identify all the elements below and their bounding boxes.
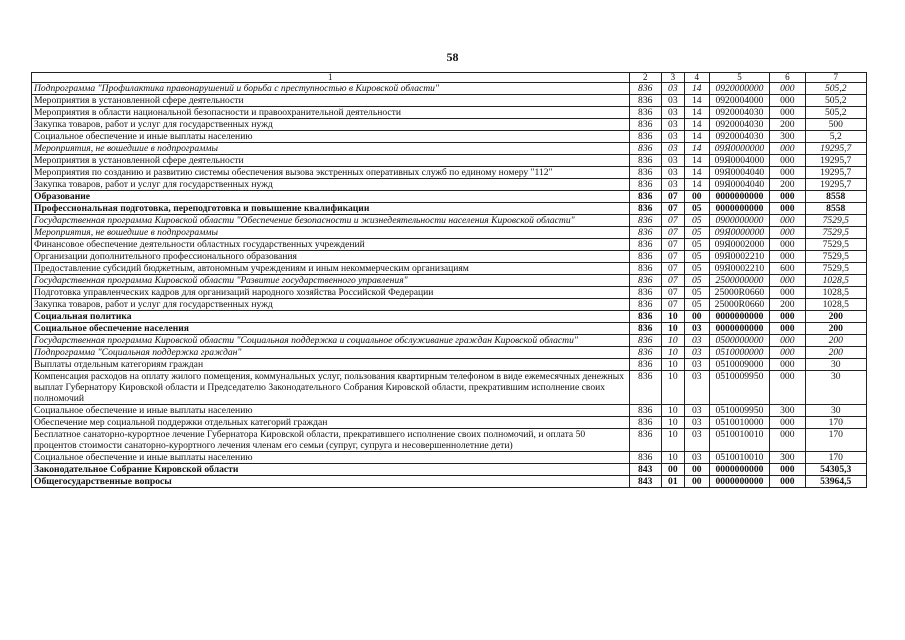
row-amount-cell: 200	[805, 311, 866, 323]
row-subsection-cell: 03	[684, 417, 709, 429]
table-row	[32, 131, 867, 143]
table-row	[32, 215, 867, 227]
row-expense-type-cell: 200	[770, 299, 805, 311]
row-name-cell: Мероприятия, не вошедшие в подпрограммы	[32, 227, 630, 239]
row-name-cell: Мероприятия в установленной сфере деятельности	[32, 155, 630, 167]
row-grbs-cell: 836	[629, 323, 661, 335]
table-row	[32, 335, 867, 347]
row-subsection-cell: 00	[684, 464, 709, 476]
row-amount-cell: 53964,5	[805, 476, 866, 488]
row-grbs-cell: 836	[629, 371, 661, 405]
row-expense-type-cell: 300	[770, 452, 805, 464]
row-amount-cell: 7529,5	[805, 215, 866, 227]
table-row	[32, 119, 867, 131]
row-section-cell: 10	[661, 452, 684, 464]
row-amount-cell: 8558	[805, 191, 866, 203]
table-row	[32, 179, 867, 191]
row-expense-type-cell: 300	[770, 405, 805, 417]
row-target-article-cell: 2500000000	[709, 275, 769, 287]
row-subsection-cell: 14	[684, 143, 709, 155]
row-section-cell: 07	[661, 227, 684, 239]
row-expense-type-cell: 000	[770, 464, 805, 476]
row-expense-type-cell: 600	[770, 263, 805, 275]
row-section-cell: 10	[661, 311, 684, 323]
row-target-article-cell: 0500000000	[709, 335, 769, 347]
row-target-article-cell: 09Я0002210	[709, 263, 769, 275]
row-subsection-cell: 03	[684, 323, 709, 335]
row-section-cell: 03	[661, 83, 684, 95]
row-subsection-cell: 00	[684, 191, 709, 203]
row-name-cell: Мероприятия по созданию и развитию системы обеспечения вызова экстренных оперативных служб по единому номеру "112"	[32, 167, 630, 179]
row-amount-cell: 19295,7	[805, 143, 866, 155]
row-grbs-cell: 836	[629, 179, 661, 191]
row-target-article-cell: 09Я0004000	[709, 155, 769, 167]
row-expense-type-cell: 000	[770, 239, 805, 251]
row-expense-type-cell: 000	[770, 359, 805, 371]
table-row	[32, 203, 867, 215]
row-target-article-cell: 09Я0000000	[709, 143, 769, 155]
row-amount-cell: 19295,7	[805, 155, 866, 167]
table-row	[32, 311, 867, 323]
row-amount-cell: 30	[805, 405, 866, 417]
column-header: 2	[629, 73, 661, 83]
row-grbs-cell: 836	[629, 311, 661, 323]
row-expense-type-cell: 000	[770, 215, 805, 227]
row-section-cell: 10	[661, 417, 684, 429]
row-name-cell: Государственная программа Кировской области "Обеспечение безопасности и жизнедеятельности населения Кировской области"	[32, 215, 630, 227]
row-grbs-cell: 836	[629, 359, 661, 371]
row-grbs-cell: 836	[629, 167, 661, 179]
row-amount-cell: 30	[805, 359, 866, 371]
row-section-cell: 10	[661, 359, 684, 371]
row-name-cell: Государственная программа Кировской области "Развитие государственного управления"	[32, 275, 630, 287]
row-expense-type-cell: 000	[770, 335, 805, 347]
table-row	[32, 371, 867, 405]
row-subsection-cell: 05	[684, 287, 709, 299]
row-target-article-cell: 0510010010	[709, 429, 769, 452]
row-name-cell: Закупка товаров, работ и услуг для государственных нужд	[32, 119, 630, 131]
row-target-article-cell: 0920004000	[709, 95, 769, 107]
row-target-article-cell: 09Я0000000	[709, 227, 769, 239]
row-expense-type-cell: 000	[770, 311, 805, 323]
row-grbs-cell: 843	[629, 476, 661, 488]
row-subsection-cell: 03	[684, 405, 709, 417]
column-header: 5	[709, 73, 769, 83]
table-row	[32, 95, 867, 107]
row-expense-type-cell: 300	[770, 131, 805, 143]
row-expense-type-cell: 000	[770, 143, 805, 155]
row-target-article-cell: 0920000000	[709, 83, 769, 95]
row-section-cell: 07	[661, 299, 684, 311]
row-expense-type-cell: 000	[770, 95, 805, 107]
row-name-cell: Мероприятия, не вошедшие в подпрограммы	[32, 143, 630, 155]
table-row	[32, 263, 867, 275]
table-row	[32, 251, 867, 263]
row-subsection-cell: 14	[684, 179, 709, 191]
row-subsection-cell: 05	[684, 215, 709, 227]
row-subsection-cell: 05	[684, 239, 709, 251]
row-amount-cell: 7529,5	[805, 227, 866, 239]
row-amount-cell: 1028,5	[805, 287, 866, 299]
table-row	[32, 287, 867, 299]
budget-table-body	[32, 73, 867, 488]
row-target-article-cell: 09Я0004040	[709, 167, 769, 179]
row-subsection-cell: 03	[684, 452, 709, 464]
row-amount-cell: 170	[805, 417, 866, 429]
row-subsection-cell: 14	[684, 107, 709, 119]
row-subsection-cell: 14	[684, 167, 709, 179]
row-grbs-cell: 836	[629, 95, 661, 107]
row-name-cell: Социальное обеспечение и иные выплаты населению	[32, 405, 630, 417]
row-grbs-cell: 836	[629, 299, 661, 311]
table-row	[32, 359, 867, 371]
row-name-cell: Мероприятия в области национальной безопасности и правоохранительной деятельности	[32, 107, 630, 119]
row-grbs-cell: 836	[629, 203, 661, 215]
row-amount-cell: 54305,3	[805, 464, 866, 476]
row-subsection-cell: 14	[684, 119, 709, 131]
row-expense-type-cell: 000	[770, 347, 805, 359]
row-expense-type-cell: 000	[770, 287, 805, 299]
table-row	[32, 107, 867, 119]
row-expense-type-cell: 000	[770, 83, 805, 95]
row-expense-type-cell: 000	[770, 429, 805, 452]
row-name-cell: Бесплатное санаторно-курортное лечение Губернатора Кировской области, прекратившего исполнение своих полномочий, и оплата 50 процентов стоимости санаторно-курортного лечения членам его семьи (супруг, супруга и несовершеннолетние дети)	[32, 429, 630, 452]
row-grbs-cell: 836	[629, 417, 661, 429]
row-grbs-cell: 836	[629, 215, 661, 227]
row-section-cell: 07	[661, 263, 684, 275]
table-row	[32, 275, 867, 287]
row-name-cell: Финансовое обеспечение деятельности областных государственных учреждений	[32, 239, 630, 251]
row-grbs-cell: 836	[629, 227, 661, 239]
row-name-cell: Социальное обеспечение населения	[32, 323, 630, 335]
row-name-cell: Подготовка управленческих кадров для организаций народного хозяйства Российской Федерации	[32, 287, 630, 299]
row-amount-cell: 7529,5	[805, 239, 866, 251]
column-header: 1	[32, 73, 630, 83]
row-amount-cell: 7529,5	[805, 251, 866, 263]
row-expense-type-cell: 000	[770, 191, 805, 203]
row-amount-cell: 505,2	[805, 95, 866, 107]
row-section-cell: 03	[661, 107, 684, 119]
row-target-article-cell: 0510010010	[709, 452, 769, 464]
row-section-cell: 07	[661, 215, 684, 227]
row-subsection-cell: 00	[684, 311, 709, 323]
row-name-cell: Законодательное Собрание Кировской области	[32, 464, 630, 476]
table-row	[32, 143, 867, 155]
row-section-cell: 03	[661, 131, 684, 143]
row-grbs-cell: 836	[629, 347, 661, 359]
row-target-article-cell: 0900000000	[709, 215, 769, 227]
row-grbs-cell: 836	[629, 107, 661, 119]
row-section-cell: 03	[661, 179, 684, 191]
row-section-cell: 00	[661, 464, 684, 476]
row-subsection-cell: 05	[684, 299, 709, 311]
row-expense-type-cell: 000	[770, 227, 805, 239]
row-name-cell: Подпрограмма "Социальная поддержка граждан"	[32, 347, 630, 359]
row-section-cell: 07	[661, 203, 684, 215]
row-expense-type-cell: 000	[770, 167, 805, 179]
row-target-article-cell: 0510009950	[709, 371, 769, 405]
row-amount-cell: 1028,5	[805, 275, 866, 287]
row-expense-type-cell: 000	[770, 371, 805, 405]
row-subsection-cell: 14	[684, 95, 709, 107]
row-subsection-cell: 05	[684, 227, 709, 239]
row-section-cell: 03	[661, 155, 684, 167]
column-header: 6	[770, 73, 805, 83]
row-amount-cell: 170	[805, 452, 866, 464]
row-target-article-cell: 0000000000	[709, 464, 769, 476]
table-row	[32, 405, 867, 417]
row-name-cell: Общегосударственные вопросы	[32, 476, 630, 488]
row-amount-cell: 505,2	[805, 83, 866, 95]
row-target-article-cell: 0000000000	[709, 323, 769, 335]
row-section-cell: 03	[661, 95, 684, 107]
row-subsection-cell: 03	[684, 429, 709, 452]
row-target-article-cell: 09Я0002000	[709, 239, 769, 251]
row-amount-cell: 200	[805, 323, 866, 335]
row-subsection-cell: 05	[684, 275, 709, 287]
row-grbs-cell: 843	[629, 464, 661, 476]
row-subsection-cell: 14	[684, 131, 709, 143]
row-grbs-cell: 836	[629, 429, 661, 452]
row-grbs-cell: 836	[629, 251, 661, 263]
row-section-cell: 10	[661, 371, 684, 405]
row-subsection-cell: 05	[684, 251, 709, 263]
row-grbs-cell: 836	[629, 191, 661, 203]
row-amount-cell: 1028,5	[805, 299, 866, 311]
row-target-article-cell: 0920004030	[709, 131, 769, 143]
row-expense-type-cell: 000	[770, 251, 805, 263]
row-name-cell: Мероприятия в установленной сфере деятельности	[32, 95, 630, 107]
table-row	[32, 417, 867, 429]
table-row	[32, 239, 867, 251]
row-expense-type-cell: 000	[770, 203, 805, 215]
row-target-article-cell: 0510010000	[709, 417, 769, 429]
row-amount-cell: 19295,7	[805, 179, 866, 191]
row-name-cell: Выплаты отдельным категориям граждан	[32, 359, 630, 371]
row-section-cell: 10	[661, 405, 684, 417]
column-header: 7	[805, 73, 866, 83]
budget-table	[31, 72, 867, 488]
row-name-cell: Закупка товаров, работ и услуг для государственных нужд	[32, 299, 630, 311]
row-subsection-cell: 03	[684, 359, 709, 371]
row-name-cell: Государственная программа Кировской области "Социальная поддержка и социальное обслуживание граждан Кировской области"	[32, 335, 630, 347]
row-section-cell: 10	[661, 347, 684, 359]
row-target-article-cell: 0510009000	[709, 359, 769, 371]
row-section-cell: 07	[661, 287, 684, 299]
row-section-cell: 01	[661, 476, 684, 488]
table-row	[32, 429, 867, 452]
row-section-cell: 10	[661, 429, 684, 452]
row-expense-type-cell: 000	[770, 323, 805, 335]
row-section-cell: 10	[661, 323, 684, 335]
row-amount-cell: 7529,5	[805, 263, 866, 275]
table-row	[32, 476, 867, 488]
row-amount-cell: 30	[805, 371, 866, 405]
row-target-article-cell: 09Я0002210	[709, 251, 769, 263]
row-target-article-cell: 25000R0660	[709, 287, 769, 299]
row-section-cell: 07	[661, 275, 684, 287]
row-section-cell: 07	[661, 239, 684, 251]
table-row	[32, 227, 867, 239]
row-amount-cell: 5,2	[805, 131, 866, 143]
row-amount-cell: 200	[805, 347, 866, 359]
row-target-article-cell: 0000000000	[709, 203, 769, 215]
table-row	[32, 299, 867, 311]
row-target-article-cell: 09Я0004040	[709, 179, 769, 191]
row-subsection-cell: 05	[684, 263, 709, 275]
row-expense-type-cell: 200	[770, 119, 805, 131]
row-grbs-cell: 836	[629, 83, 661, 95]
row-target-article-cell: 0920004030	[709, 107, 769, 119]
row-grbs-cell: 836	[629, 239, 661, 251]
row-name-cell: Социальное обеспечение и иные выплаты населению	[32, 131, 630, 143]
row-grbs-cell: 836	[629, 143, 661, 155]
row-expense-type-cell: 000	[770, 476, 805, 488]
row-name-cell: Профессиональная подготовка, переподготовка и повышение квалификации	[32, 203, 630, 215]
row-section-cell: 03	[661, 119, 684, 131]
row-grbs-cell: 836	[629, 119, 661, 131]
table-row	[32, 155, 867, 167]
row-grbs-cell: 836	[629, 131, 661, 143]
row-target-article-cell: 25000R0660	[709, 299, 769, 311]
row-section-cell: 03	[661, 143, 684, 155]
table-row	[32, 452, 867, 464]
row-name-cell: Закупка товаров, работ и услуг для государственных нужд	[32, 179, 630, 191]
row-amount-cell: 8558	[805, 203, 866, 215]
table-row	[32, 347, 867, 359]
row-expense-type-cell: 200	[770, 179, 805, 191]
row-grbs-cell: 836	[629, 275, 661, 287]
row-amount-cell: 200	[805, 335, 866, 347]
row-target-article-cell: 0510009950	[709, 405, 769, 417]
row-name-cell: Обеспечение мер социальной поддержки отдельных категорий граждан	[32, 417, 630, 429]
column-header: 3	[661, 73, 684, 83]
row-name-cell: Социальное обеспечение и иные выплаты населению	[32, 452, 630, 464]
row-subsection-cell: 03	[684, 335, 709, 347]
row-amount-cell: 170	[805, 429, 866, 452]
table-header-row	[32, 73, 867, 83]
row-target-article-cell: 0000000000	[709, 311, 769, 323]
row-grbs-cell: 836	[629, 263, 661, 275]
row-grbs-cell: 836	[629, 155, 661, 167]
row-subsection-cell: 03	[684, 347, 709, 359]
row-grbs-cell: 836	[629, 405, 661, 417]
column-header: 4	[684, 73, 709, 83]
row-target-article-cell: 0510000000	[709, 347, 769, 359]
row-expense-type-cell: 000	[770, 155, 805, 167]
row-amount-cell: 505,2	[805, 107, 866, 119]
row-name-cell: Компенсация расходов на оплату жилого помещения, коммунальных услуг, пользования квартирным телефоном в виде ежемесячных денежных выплат Губернатору Кировской области и Председателю Законодательного Собрания Кировской области, прекратившим исполнение своих полномочий	[32, 371, 630, 405]
row-target-article-cell: 0000000000	[709, 476, 769, 488]
row-name-cell: Предоставление субсидий бюджетным, автономным учреждениям и иным некоммерческим организациям	[32, 263, 630, 275]
row-target-article-cell: 0920004030	[709, 119, 769, 131]
page-number: 58	[446, 50, 459, 64]
row-grbs-cell: 836	[629, 452, 661, 464]
row-name-cell: Организации дополнительного профессионального образования	[32, 251, 630, 263]
row-name-cell: Образование	[32, 191, 630, 203]
row-grbs-cell: 836	[629, 287, 661, 299]
row-amount-cell: 19295,7	[805, 167, 866, 179]
row-amount-cell: 500	[805, 119, 866, 131]
row-subsection-cell: 00	[684, 476, 709, 488]
row-section-cell: 07	[661, 191, 684, 203]
row-expense-type-cell: 000	[770, 275, 805, 287]
table-row	[32, 83, 867, 95]
table-row	[32, 191, 867, 203]
row-expense-type-cell: 000	[770, 417, 805, 429]
row-expense-type-cell: 000	[770, 107, 805, 119]
row-name-cell: Социальная политика	[32, 311, 630, 323]
row-target-article-cell: 0000000000	[709, 191, 769, 203]
row-subsection-cell: 03	[684, 371, 709, 405]
row-section-cell: 10	[661, 335, 684, 347]
row-subsection-cell: 14	[684, 83, 709, 95]
row-subsection-cell: 05	[684, 203, 709, 215]
table-row	[32, 464, 867, 476]
row-name-cell: Подпрограмма "Профилактика правонарушений и борьба с преступностью в Кировской области"	[32, 83, 630, 95]
row-subsection-cell: 14	[684, 155, 709, 167]
table-row	[32, 167, 867, 179]
row-grbs-cell: 836	[629, 335, 661, 347]
row-section-cell: 07	[661, 251, 684, 263]
table-row	[32, 323, 867, 335]
row-section-cell: 03	[661, 167, 684, 179]
